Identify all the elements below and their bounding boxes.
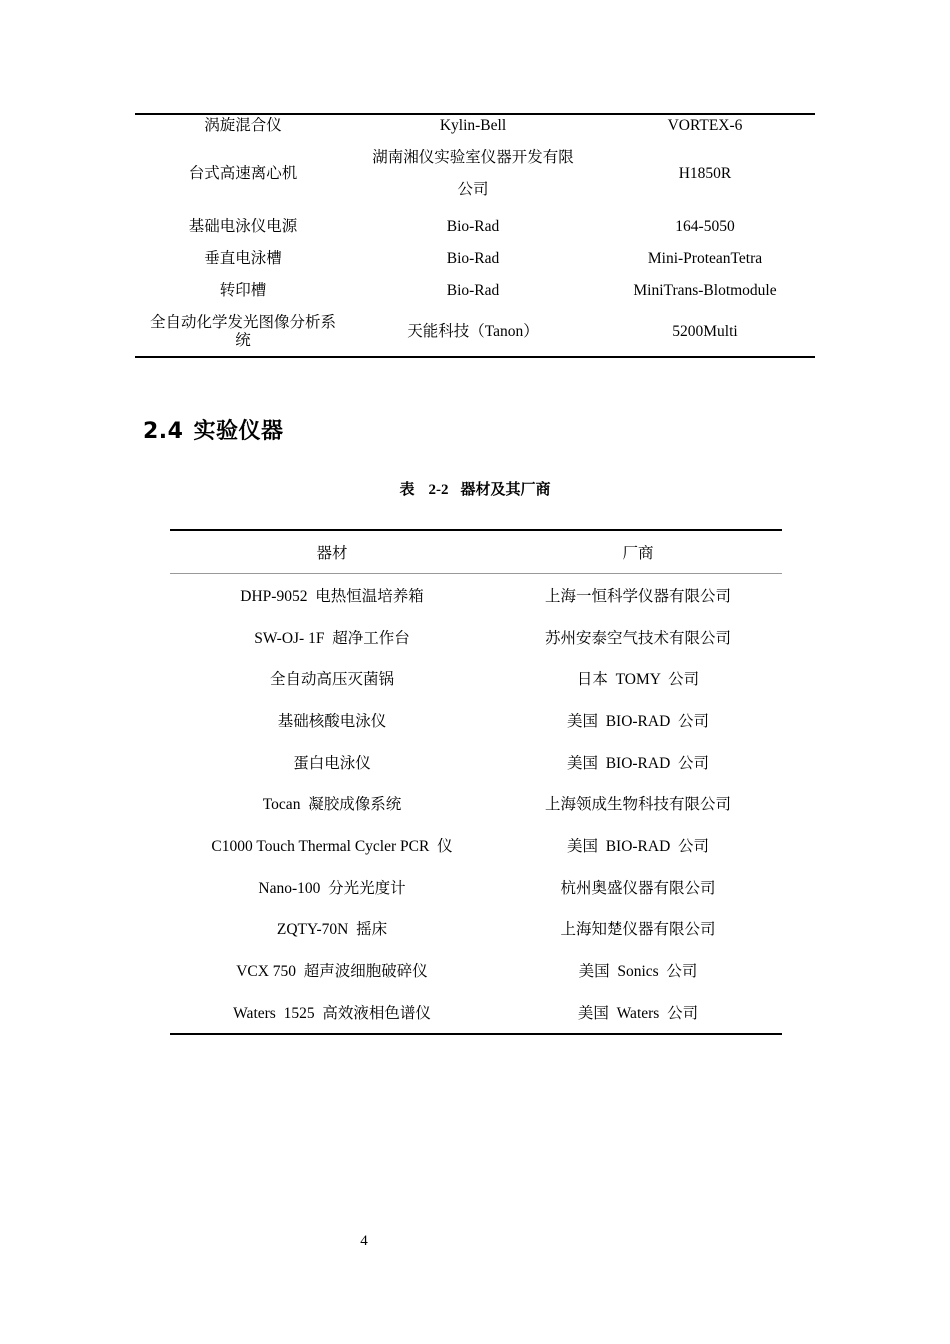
column-header-item: 器材 [170, 530, 494, 574]
equipment-maker: Kylin-Bell [439, 117, 507, 134]
vendor-cell: 美国 BIO-RAD 公司 [566, 837, 710, 855]
table-row [170, 616, 782, 658]
table-row [135, 114, 815, 137]
table-row [135, 307, 815, 357]
equipment-maker: Bio-Rad [446, 282, 500, 299]
caption-prefix: 表 [399, 482, 415, 498]
equipment-maker-text: 湖南湘仪实验室仪器开发有限公司 [372, 149, 574, 198]
equipment-model: 164-5050 [675, 218, 735, 235]
item-cell: VCX 750 超声波细胞破碎仪 [236, 963, 428, 981]
table-row [170, 949, 782, 991]
vendor-cell: 美国 Waters 公司 [577, 1004, 699, 1022]
equipment-model: VORTEX-6 [667, 117, 743, 134]
equipment-name-text: 全自动化学发光图像分析系统 [149, 313, 336, 349]
item-cell: 蛋白电泳仪 [293, 754, 371, 772]
equipment-table-continued [135, 113, 815, 358]
item-cell: 全自动高压灭菌锅 [269, 671, 394, 689]
item-cell: Waters 1525 高效液相色谱仪 [233, 1004, 431, 1022]
vendor-cell: 美国 BIO-RAD 公司 [566, 754, 710, 772]
equipment-name: 垂直电泳槽 [204, 250, 282, 267]
equipment-name: 基础电泳仪电源 [188, 218, 298, 235]
vendor-cell: 美国 BIO-RAD 公司 [566, 712, 710, 730]
equipment-name: 涡旋混合仪 [204, 117, 282, 134]
vendor-cell: 杭州奥盛仪器有限公司 [560, 879, 716, 897]
item-cell: DHP-9052 电热恒温培养箱 [240, 587, 424, 605]
equipment-model: Mini-ProteanTetra [647, 250, 763, 267]
table-row [170, 991, 782, 1034]
item-cell: ZQTY-70N 摇床 [276, 921, 388, 939]
equipment-vendor-table [170, 529, 782, 1035]
table-row [170, 782, 782, 824]
item-cell: 基础核酸电泳仪 [277, 712, 387, 730]
table-row [135, 243, 815, 275]
table-header-row [170, 530, 782, 574]
table-row [170, 824, 782, 866]
equipment-name: 转印槽 [219, 282, 267, 299]
vendor-cell: 上海知楚仪器有限公司 [560, 921, 716, 939]
table-caption [0, 478, 950, 499]
caption-title: 器材及其厂商 [460, 482, 551, 498]
item-cell: Nano-100 分光光度计 [258, 879, 406, 897]
table-row [135, 137, 815, 211]
equipment-maker [351, 137, 595, 211]
equipment-maker: Bio-Rad [446, 250, 500, 267]
vendor-cell: 上海一恒科学仪器有限公司 [544, 587, 731, 605]
equipment-name [135, 307, 351, 357]
table-row [170, 908, 782, 950]
table-row [135, 275, 815, 307]
equipment-model: H1850R [678, 165, 732, 182]
column-header-vendor: 厂商 [494, 530, 782, 574]
equipment-model: 5200Multi [672, 322, 738, 340]
table-row [135, 211, 815, 243]
caption-number: 2-2 [428, 482, 449, 498]
table-row [170, 574, 782, 616]
table-row [170, 741, 782, 783]
page-number: 4 [360, 1233, 368, 1249]
table-row [170, 699, 782, 741]
section-heading [143, 414, 284, 445]
item-cell: Tocan 凝胶成像系统 [262, 796, 402, 814]
table-row [170, 866, 782, 908]
equipment-model: MiniTrans-Blotmodule [633, 282, 777, 299]
vendor-cell: 上海领成生物科技有限公司 [544, 796, 731, 814]
equipment-maker: 天能科技（Tanon） [407, 322, 539, 340]
equipment-name: 台式高速离心机 [188, 165, 298, 182]
item-cell: SW-OJ- 1F 超净工作台 [254, 629, 410, 647]
section-title: 实验仪器 [193, 419, 284, 444]
vendor-cell: 苏州安泰空气技术有限公司 [544, 629, 731, 647]
vendor-cell: 美国 Sonics 公司 [578, 963, 698, 981]
equipment-maker: Bio-Rad [446, 218, 500, 235]
section-number: 2.4 [143, 419, 184, 444]
table-row [170, 657, 782, 699]
vendor-cell: 日本 TOMY 公司 [576, 671, 700, 689]
item-cell: C1000 Touch Thermal Cycler PCR 仪 [211, 837, 453, 855]
